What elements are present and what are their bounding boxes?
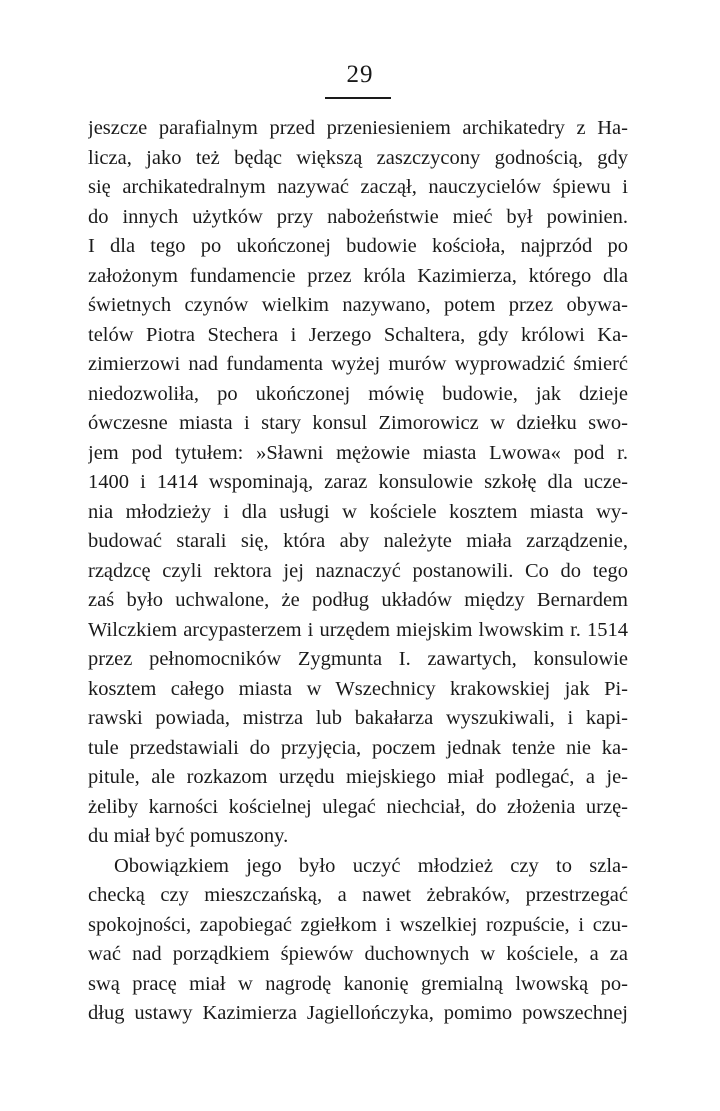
text-line: dług ustawy Kazimierza Jagiellończyka, pomimo powszechnej	[88, 1002, 628, 1024]
text-line: ówczesne miasta i stary konsul Zimorowicz w dziełku swo-	[88, 412, 628, 434]
text-line: zaś było uchwalone, że podług układów między Bernardem	[88, 589, 628, 611]
text-line: nia młodzieży i dla usługi w kościele kosztem miasta wy-	[88, 500, 628, 523]
text-line: 1400 i 1414 wspominają, zaraz konsulowie szkołę dla ucze-	[88, 471, 628, 493]
paragraph-start-line: Obowiązkiem jego było uczyć młodzież czy to szla-	[114, 854, 628, 877]
text-line: wać nad porządkiem śpiewów duchownych w kościele, a za	[88, 943, 628, 965]
text-line: telów Piotra Stechera i Jerzego Schaltera, gdy królowi Ka-	[88, 323, 628, 346]
text-line: jeszcze parafialnym przed przeniesieniem archikatedry z Ha-	[88, 117, 628, 139]
body-text	[88, 114, 628, 1029]
paragraph-end-line: du miał być pomuszony.	[88, 825, 289, 847]
text-line: niedozwoliła, po ukończonej mówię budowie, jak dzieje	[88, 382, 628, 405]
text-line: tule przedstawiali do przyjęcia, poczem jednak tenże nie ka-	[88, 736, 628, 759]
text-line: rawski powiada, mistrza lub bakałarza wyszukiwali, i kapi-	[88, 707, 628, 729]
text-line: się archikatedralnym nazywać zaczął, nauczycielów śpiewu i	[88, 176, 628, 198]
text-line: żeliby karności kościelnej ulegać niechciał, do złożenia urzę-	[88, 795, 628, 818]
text-line: I dla tego po ukończonej budowie kościoła, najprzód po	[88, 235, 628, 257]
text-line: rządzcę czyli rektora jej naznaczyć postanowili. Co do tego	[88, 559, 628, 582]
header-rule	[325, 97, 391, 99]
text-line: Wilczkiem arcypasterzem i urzędem miejskim lwowskim r. 1514	[88, 618, 628, 641]
text-line: spokojności, zapobiegać zgiełkom i wszelkiej rozpuście, i czu-	[88, 913, 628, 936]
text-line: świetnych czynów wielkim nazywano, potem przez obywa-	[88, 294, 628, 316]
text-line: przez pełnomocników Zygmunta I. zawartych, konsulowie	[88, 648, 628, 670]
page-number: 29	[346, 61, 374, 88]
text-line: licza, jako też będąc większą zaszczycony godnością, gdy	[88, 146, 628, 169]
text-line: pitule, ale rozkazom urzędu miejskiego miał podlegać, a je-	[88, 766, 628, 788]
text-line: założonym fundamencie przez króla Kazimierza, którego dla	[88, 264, 628, 287]
text-line: do innych użytków przy nabożeństwie mieć był powinien.	[88, 205, 628, 228]
text-line: checką czy mieszczańską, a nawet żebraków, przestrzegać	[88, 884, 628, 906]
text-line: budować starali się, która aby należyte miała zarządzenie,	[88, 530, 628, 552]
text-line: kosztem całego miasta w Wszechnicy krakowskiej jak Pi-	[88, 677, 628, 700]
text-line: zimierzowi nad fundamenta wyżej murów wyprowadzić śmierć	[88, 353, 628, 375]
text-line: swą pracę miał w nagrodę kanonię gremialną lwowską po-	[88, 972, 628, 995]
text-line: jem pod tytułem: »Sławni mężowie miasta Lwowa« pod r.	[88, 441, 628, 464]
